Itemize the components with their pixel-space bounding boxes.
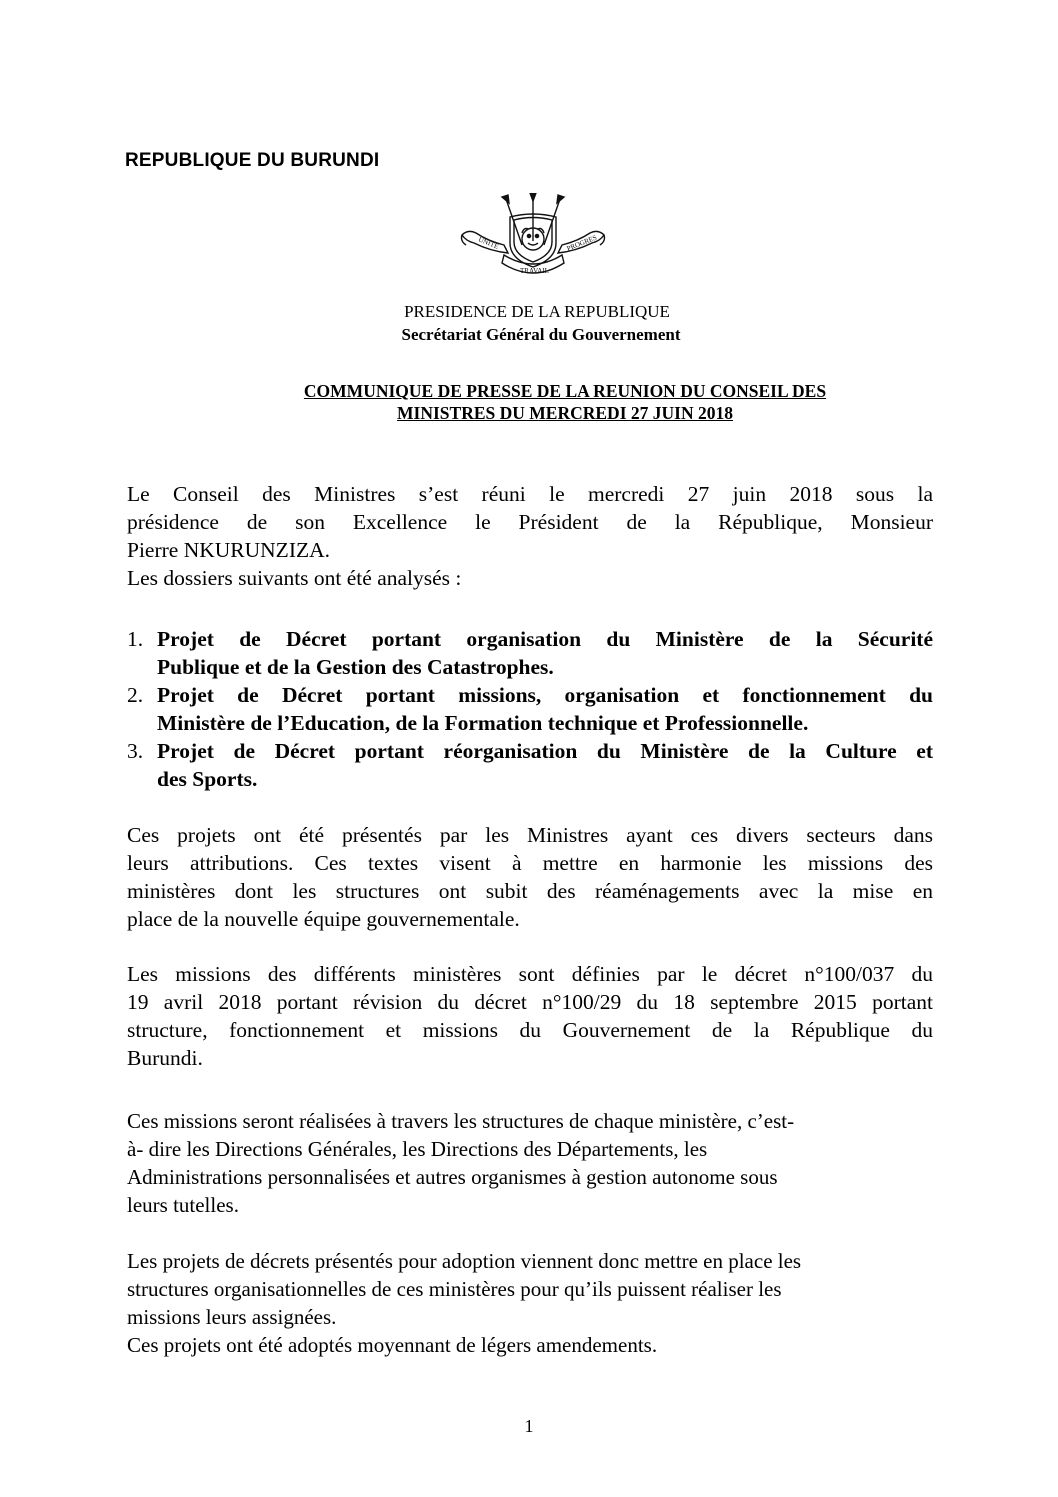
paragraph-structures: [127, 1107, 933, 1219]
paragraph-line: Ces projets ont été présentés par les Ministres ayant ces divers secteurs dans: [127, 823, 933, 847]
list-item-line: Projet de Décret portant réorganisation du Ministère de la Culture et: [157, 739, 933, 763]
svg-text:TRAVAIL: TRAVAIL: [520, 267, 549, 275]
paragraph-missions: [127, 960, 933, 1072]
title-line-1: COMMUNIQUE DE PRESSE DE LA REUNION DU CONSEIL DES: [303, 381, 827, 401]
burundi-coat-of-arms-icon: [458, 193, 608, 288]
paragraph-line: structures organisationnelles de ces ministères pour qu’ils puissent réaliser les: [127, 1277, 782, 1301]
paragraph-line: Les missions des différents ministères sont définies par le décret n°100/037 du: [127, 962, 933, 986]
secretariat-line: Secrétariat Général du Gouvernement: [401, 325, 681, 344]
paragraph-line: 19 avril 2018 portant révision du décret n°100/29 du 18 septembre 2015 portant: [127, 990, 933, 1014]
intro-line: Les dossiers suivants ont été analysés :: [127, 566, 462, 590]
paragraph-line: Ces projets ont été adoptés moyennant de légers amendements.: [127, 1333, 658, 1357]
paragraph-line: place de la nouvelle équipe gouvernementale.: [127, 907, 520, 931]
country-heading: REPUBLIQUE DU BURUNDI: [125, 150, 380, 171]
intro-line: Pierre NKURUNZIZA.: [127, 538, 331, 562]
intro-paragraph: [127, 480, 933, 592]
list-item: [127, 737, 933, 793]
list-item-number: 1.: [127, 627, 144, 651]
list-item-number: 2.: [127, 683, 144, 707]
title-line-2: MINISTRES DU MERCREDI 27 JUIN 2018: [397, 403, 733, 423]
paragraph-line: leurs attributions. Ces textes visent à mettre en harmonie les missions des: [127, 851, 933, 875]
paragraph-line: Administrations personnalisées et autres organismes à gestion autonome sous: [127, 1165, 778, 1189]
svg-text:PROGRES: PROGRES: [565, 233, 598, 253]
paragraph-line: ministères dont les structures ont subit des réaménagements avec la mise en: [127, 879, 933, 903]
list-item-number: 3.: [127, 739, 144, 763]
paragraph-line: Burundi.: [127, 1046, 203, 1070]
paragraph-adoption: [127, 1247, 933, 1359]
paragraph-presentation: [127, 821, 933, 933]
paragraph-line: Ces missions seront réalisées à travers les structures de chaque ministère, c’est-: [127, 1109, 795, 1133]
paragraph-line: missions leurs assignées.: [127, 1305, 337, 1329]
intro-line: présidence de son Excellence le Président de la République, Monsieur: [127, 510, 933, 534]
list-item-line: Projet de Décret portant organisation du Ministère de la Sécurité: [157, 627, 933, 651]
paragraph-line: à- dire les Directions Générales, les Directions des Départements, les: [127, 1137, 708, 1161]
page-title: [195, 380, 935, 424]
list-item-line: Publique et de la Gestion des Catastrophes.: [157, 655, 554, 679]
list-item-line: Ministère de l’Education, de la Formation technique et Professionnelle.: [157, 711, 809, 735]
paragraph-line: Les projets de décrets présentés pour adoption viennent donc mettre en place les: [127, 1249, 802, 1273]
list-item-line: des Sports.: [157, 767, 258, 791]
intro-line: Le Conseil des Ministres s’est réuni le mercredi 27 juin 2018 sous la: [127, 482, 933, 506]
paragraph-line: leurs tutelles.: [127, 1193, 239, 1217]
page-number: 1: [524, 1416, 534, 1436]
list-item: [127, 681, 933, 737]
presidency-line: PRESIDENCE DE LA REPUBLIQUE: [404, 302, 670, 321]
list-item-line: Projet de Décret portant missions, organisation et fonctionnement du: [157, 683, 933, 707]
paragraph-line: structure, fonctionnement et missions du Gouvernement de la République du: [127, 1018, 933, 1042]
list-item: [127, 625, 933, 681]
svg-text:UNITE: UNITE: [477, 235, 500, 251]
decree-list: [127, 625, 933, 793]
